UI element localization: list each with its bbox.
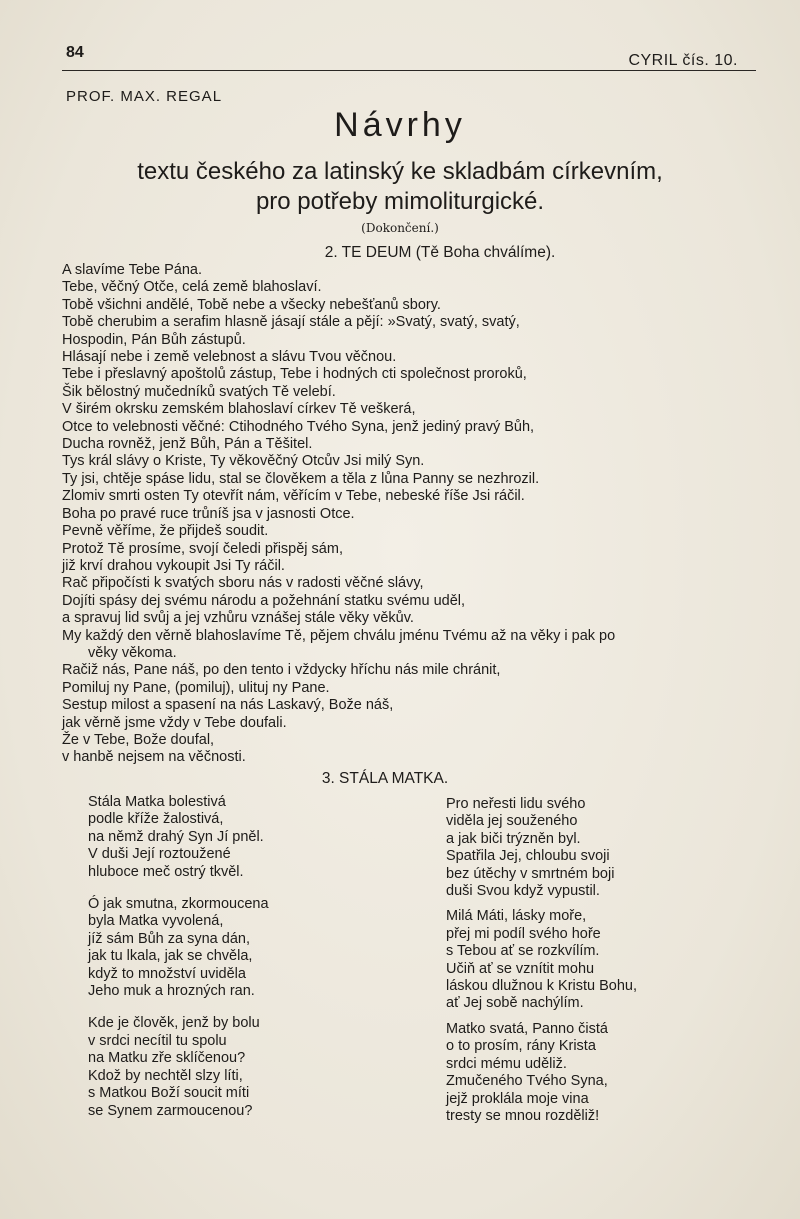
text-line: Rač připočísti k svatých sboru nás v radosti věčné slávy, [62,575,424,592]
verse-line: Milá Máti, lásky moře, [446,908,587,925]
verse-line: Zmučeného Tvého Syna, [446,1073,608,1090]
article-subtitle-line2: pro potřeby mimoliturgické. [255,188,545,215]
verse-line: s Matkou Boží soucit míti [88,1085,250,1102]
text-line: Hlásají nebe i země velebnost a slávu Tvou věčnou. [62,349,397,366]
stanza [88,896,388,1000]
running-header [0,0,800,80]
text-line: Protož Tě prosíme, svojí čeledi přispěj sám, [62,540,343,557]
article-title: Návrhy [334,106,466,144]
verse-line: Kdož by nechtěl slzy líti, [88,1067,243,1084]
text-line: Zlomiv smrti osten Ty otevřít nám, věřícím v Tebe, nebeské říše Jsi ráčil. [62,488,525,505]
stanza [88,1015,388,1119]
verse-line: bez útěchy v smrtném boji [446,865,615,882]
text-line: Tebe i přeslavný apoštolů zástup, Tebe i hodných cti společnost proroků, [62,366,527,383]
stala-matka-left-column [88,794,388,1135]
text-line: A slavíme Tebe Pána. [62,262,202,278]
page-number: 84 [66,44,84,61]
verse-line: tresty se mnou rozděliž! [446,1107,600,1124]
verse-line: jak tu lkala, jak se chvěla, [88,948,253,965]
stala-matka-heading: 3. STÁLA MATKA. [321,770,449,787]
verse-line: hluboce meč ostrý tkvěl. [88,863,244,880]
te-deum-heading: 2. TE DEUM (Tě Boha chválíme). [324,244,556,261]
verse-line: podle kříže žalostivá, [88,811,224,828]
stanza [446,908,746,1012]
text-line: v hanbě nejsem na věčnosti. [62,749,246,766]
text-line: Otce to velebnosti věčné: Ctihodného Tvého Syna, jenž jediný pravý Bůh, [62,418,535,435]
text-line: Dojíti spásy dej svému národu a požehnání statku svému uděl, [62,592,466,609]
text-line: Račiž nás, Pane náš, po den tento i vždycky hříchu nás mile chránit, [62,662,501,679]
verse-line: jíž sám Bůh za syna dán, [88,930,250,947]
verse-line: Učiň ať se vznítit mohu [446,960,595,977]
text-line: My každý den věrně blahoslavíme Tě, pějem chválu jménu Tvému až na věky i pak po [62,627,616,644]
verse-line: viděla jej souženého [446,813,578,830]
verse-line: s Tebou ať se rozkvílím. [446,943,600,960]
verse-line: Spatřila Jej, chloubu svoji [446,848,610,865]
text-line: Boha po pravé ruce trůníš jsa v jasnosti Otce. [62,505,355,522]
text-line: Tobě cherubim a serafim hlasně jásají stále a pějí: »Svatý, svatý, svatý, [62,314,520,331]
verse-line: o to prosím, rány Krista [446,1038,596,1055]
verse-line: láskou dlužnou k Kristu Bohu, [446,978,638,995]
verse-line: byla Matka vyvolená, [88,913,224,930]
journal-issue: CYRIL čís. 10. [628,52,738,69]
verse-line: Pro neřesti lidu svého [446,796,586,812]
text-line: jak věrně jsme vždy v Tebe doufali. [62,714,287,731]
verse-line: Stála Matka bolestivá [88,794,226,810]
verse-line: ať Jej sobě nachýlím. [446,995,584,1012]
text-line: již krví drahou vykoupit Jsi Ty ráčil. [62,557,285,574]
text-line: Tobě všichni andělé, Tobě nebe a všecky nebešťanů sbory. [62,296,441,313]
article-author: PROF. MAX. REGAL [66,88,223,105]
verse-line: srdci mému uděliž. [446,1055,567,1072]
verse-line: Kde je člověk, jenž by bolu [88,1015,260,1032]
te-deum-text [62,262,762,767]
verse-line: Ó jak smutna, zkormoucena [88,896,269,913]
verse-line: a jak biči trýzněn byl. [446,830,581,847]
text-line: Hospodin, Pán Bůh zástupů. [62,331,246,348]
verse-line: na Matku zře sklíčenou? [88,1050,246,1067]
header-rule [62,70,756,71]
verse-line: Jeho muk a hrozných ran. [88,983,255,1000]
verse-line: se Synem zarmoucenou? [88,1102,253,1119]
verse-line: když to množství uviděla [88,965,246,982]
text-line: a spravuj lid svůj a jej vzhůru vznášej stále věky věkův. [62,610,414,627]
stanza [446,796,746,900]
stanza [446,1021,746,1125]
text-line: věky věkoma. [88,644,177,661]
text-line: Tys král slávy o Kriste, Ty věkověčný Otcův Jsi milý Syn. [62,453,425,470]
verse-line: V duši Její roztoužené [88,846,231,863]
verse-line: duši Svou když vypustil. [446,883,600,900]
verse-line: Matko svatá, Panno čistá [446,1020,608,1037]
text-line: Tebe, věčný Otče, celá země blahoslaví. [62,279,322,296]
text-line: Že v Tebe, Bože doufal, [62,731,215,748]
text-line: Ty jsi, chtěje spáse lidu, stal se člověkem a těla z lůna Panny se nezhrozil. [62,470,540,487]
text-line: V širém okrsku zemském blahoslaví církev Tě veškerá, [62,401,416,418]
continuation-note: (Dokončení.) [361,221,439,235]
verse-line: na němž drahý Syn Jí pněl. [88,828,264,845]
verse-line: přej mi podíl svého hoře [446,925,601,942]
article-subtitle-line1: textu českého za latinský ke skladbám církevním, [137,158,663,185]
stanza [88,794,388,881]
verse-line: jejž proklála moje vina [446,1090,589,1107]
verse-line: v srdci necítil tu spolu [88,1032,227,1049]
text-line: Pomiluj ny Pane, (pomiluj), ulituj ny Pane. [62,679,330,696]
text-line: Sestup milost a spasení na nás Laskavý, Bože náš, [62,697,394,714]
text-line: Pevně věříme, že přijdeš soudit. [62,523,269,540]
text-line: Ducha rovněž, jenž Bůh, Pán a Těšitel. [62,436,313,453]
text-line: Šik bělostný mučedníků svatých Tě velebí. [62,383,336,400]
stala-matka-right-column [446,796,746,1133]
